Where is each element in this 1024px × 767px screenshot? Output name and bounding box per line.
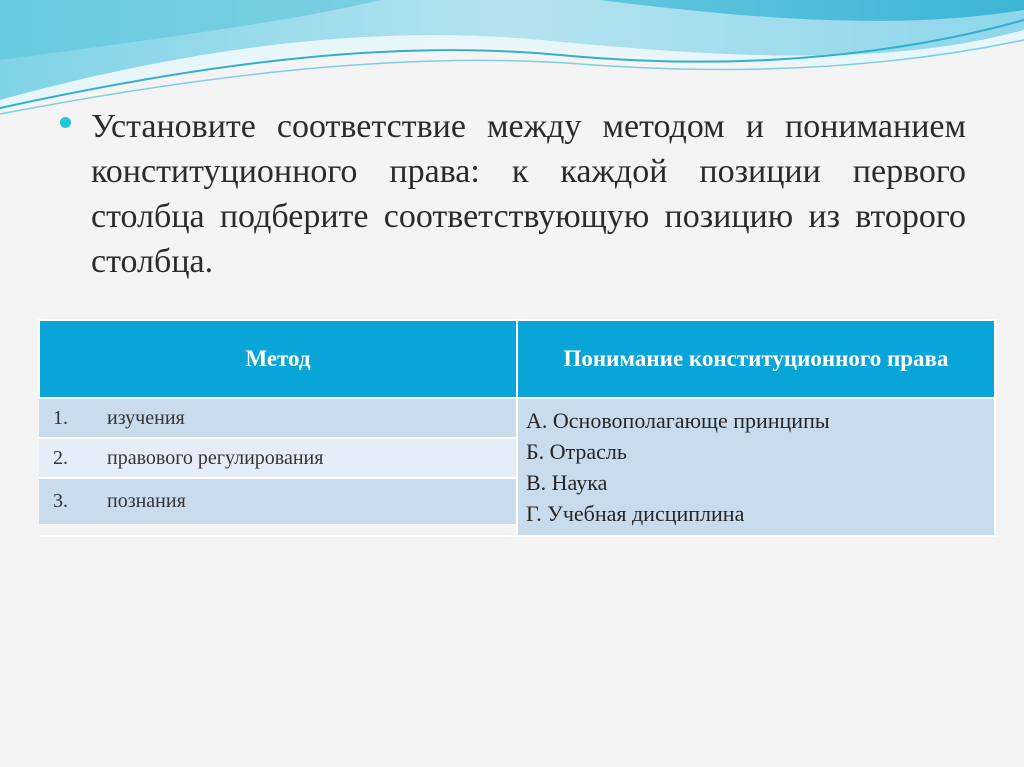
method-number: 3. <box>53 490 68 512</box>
answer-item: Б. Отрасль <box>526 439 627 464</box>
method-number: 2. <box>53 446 68 469</box>
method-row <box>39 439 516 479</box>
instruction-text: Установите соответствие между методом и пониманием конституционного права: к каждой позиции первого столбца подберите соответствующую позицию из второго столбца. <box>91 108 966 280</box>
matching-table <box>38 319 996 537</box>
answer-item: А. Основополагающе принципы <box>526 408 830 433</box>
instruction-bullet <box>60 104 966 284</box>
method-label: изучения <box>107 406 185 429</box>
method-row <box>39 399 516 439</box>
answer-item: Г. Учебная дисциплина <box>526 501 745 526</box>
method-label: правового регулирования <box>107 446 324 469</box>
answers-column <box>517 398 995 536</box>
method-column <box>39 398 517 536</box>
answer-item: В. Наука <box>526 470 608 495</box>
method-label: познания <box>107 490 186 512</box>
bullet-icon <box>60 117 71 128</box>
header-understanding: Понимание конституционного права <box>517 320 995 398</box>
method-row <box>39 479 516 524</box>
header-method: Метод <box>39 320 517 398</box>
method-number: 1. <box>53 406 68 429</box>
